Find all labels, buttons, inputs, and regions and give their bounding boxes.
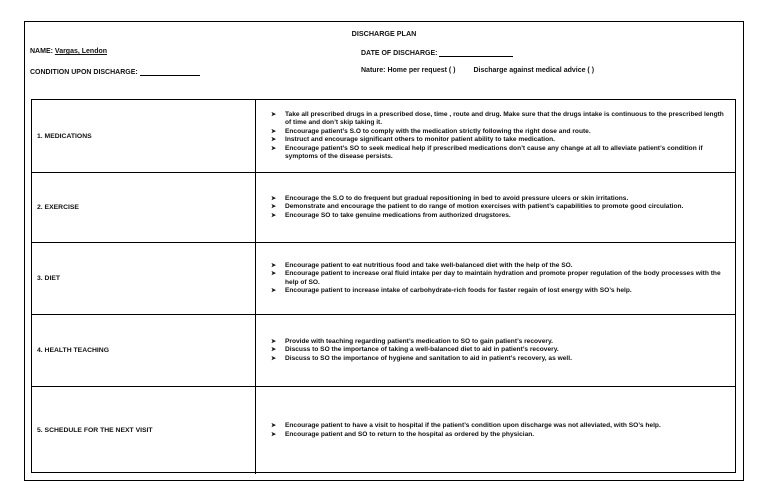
arrowhead-bullet-icon: ➤ — [271, 338, 277, 345]
patient-name-field — [30, 48, 107, 55]
plan-section-label: 5. SCHEDULE FOR THE NEXT VISIT — [32, 387, 256, 474]
nature-against-advice-label: Discharge against medical advice ( ) — [473, 67, 595, 74]
plan-section-content — [256, 387, 735, 474]
plan-item-text: Encourage patient to increase oral fluid intake per day to maintain hydration and promote proper regulation of the body processes with the help of SO. — [285, 270, 721, 286]
condition-upon-discharge-field — [30, 67, 200, 76]
plan-section-content — [256, 100, 735, 172]
arrowhead-bullet-icon: ➤ — [271, 288, 277, 294]
plan-item-list — [271, 262, 727, 296]
date-label: DATE OF DISCHARGE: — [361, 50, 438, 57]
arrowhead-bullet-icon: ➤ — [271, 423, 277, 429]
arrowhead-bullet-icon: ➤ — [271, 128, 277, 135]
plan-list-item — [271, 287, 727, 296]
patient-name-value: Vargas, Lendon — [54, 48, 108, 55]
plan-section-content — [256, 315, 735, 386]
plan-list-item — [271, 203, 683, 212]
document-title: DISCHARGE PLAN — [351, 29, 417, 38]
plan-item-text: Encourage SO to take genuine medications from authorized drugstores. — [285, 211, 511, 219]
arrowhead-bullet-icon: ➤ — [271, 195, 277, 202]
condition-blank-line — [140, 67, 200, 76]
discharge-nature-field — [361, 67, 594, 74]
plan-section-label: 1. MEDICATIONS — [32, 100, 256, 172]
arrowhead-bullet-icon: ➤ — [271, 204, 277, 211]
plan-item-text: Demonstrate and encourage the patient to do range of motion exercises with patient’s capabilities to promote good circulation. — [285, 203, 684, 211]
plan-list-item — [271, 128, 727, 137]
plan-list-item — [271, 212, 683, 221]
plan-list-item — [271, 431, 661, 440]
plan-item-text: Instruct and encourage significant others to monitor patient ability to take medication. — [285, 136, 556, 143]
date-blank-line — [439, 48, 513, 57]
plan-row — [32, 315, 735, 387]
plan-item-text: Encourage patient and SO to return to the hospital as ordered by the physician. — [285, 430, 535, 438]
plan-item-text: Take all prescribed drugs in a prescribed dose, time , route and drug. Make sure that the drugs intake is continuous to the prescribed length of time and don’t skip taking it. — [285, 110, 724, 126]
discharge-plan-table — [31, 99, 736, 473]
plan-list-item — [271, 111, 727, 128]
plan-item-text: Encourage patient to eat nutritious food and take well-balanced diet with the help of the SO. — [285, 261, 573, 269]
plan-list-item — [271, 422, 661, 431]
plan-list-item — [271, 262, 727, 271]
plan-list-item — [271, 195, 683, 204]
plan-list-item — [271, 355, 572, 364]
arrowhead-bullet-icon: ➤ — [271, 145, 277, 152]
plan-list-item — [271, 338, 572, 347]
arrowhead-bullet-icon: ➤ — [271, 347, 277, 354]
plan-item-text: Encourage patient’s S.O to comply with the medication strictly following the right dose and route. — [285, 127, 591, 135]
plan-row — [32, 173, 735, 243]
arrowhead-bullet-icon: ➤ — [271, 271, 277, 277]
arrowhead-bullet-icon: ➤ — [271, 137, 277, 143]
arrowhead-bullet-icon: ➤ — [271, 262, 277, 269]
plan-section-label: 3. DIET — [32, 243, 256, 314]
plan-section-label: 4. HEALTH TEACHING — [32, 315, 256, 386]
discharge-date-field — [361, 48, 513, 57]
plan-list-item — [271, 136, 727, 145]
nature-home-label: Nature: Home per request ( ) — [361, 67, 456, 74]
plan-section-label: 2. EXERCISE — [32, 173, 256, 242]
plan-item-text: Discuss to SO the importance of hygiene and sanitation to aid in patient’s recovery, as well. — [285, 354, 572, 362]
plan-item-text: Discuss to SO the importance of taking a well-balanced diet to aid in patient’s recovery. — [285, 346, 559, 354]
plan-item-list — [271, 422, 661, 439]
plan-item-text: Encourage patient’s SO to seek medical help if prescribed medications don’t cause any change at all to alleviate patient’s condition if symptoms of the disease persists. — [285, 144, 703, 160]
plan-list-item — [271, 346, 572, 355]
plan-item-text: Encourage the S.O to do frequent but gradual repositioning in bed to avoid pressure ulcers or skin irritations. — [285, 194, 629, 202]
plan-item-text: Provide with teaching regarding patient’s medication to SO to gain patient’s recovery. — [285, 337, 553, 345]
name-label: NAME: — [30, 48, 53, 55]
plan-row — [32, 387, 735, 474]
plan-list-item — [271, 145, 727, 162]
arrowhead-bullet-icon: ➤ — [271, 111, 277, 118]
plan-section-content — [256, 173, 735, 242]
discharge-plan-document — [24, 21, 744, 481]
plan-item-list — [271, 338, 572, 364]
arrowhead-bullet-icon: ➤ — [271, 212, 277, 219]
plan-section-content — [256, 243, 735, 314]
plan-item-list — [271, 111, 727, 162]
plan-row — [32, 243, 735, 315]
arrowhead-bullet-icon: ➤ — [271, 355, 277, 362]
arrowhead-bullet-icon: ➤ — [271, 431, 277, 438]
plan-item-list — [271, 195, 683, 221]
plan-list-item — [271, 270, 727, 287]
plan-row — [32, 100, 735, 173]
plan-item-text: Encourage patient to increase intake of carbohydrate-rich foods for faster regain of lost energy with SO’s help. — [285, 287, 632, 294]
condition-label: CONDITION UPON DISCHARGE: — [30, 69, 138, 76]
plan-item-text: Encourage patient to have a visit to hospital if the patient’s condition upon discharge was not alleviated, with SO’s help. — [285, 422, 661, 429]
